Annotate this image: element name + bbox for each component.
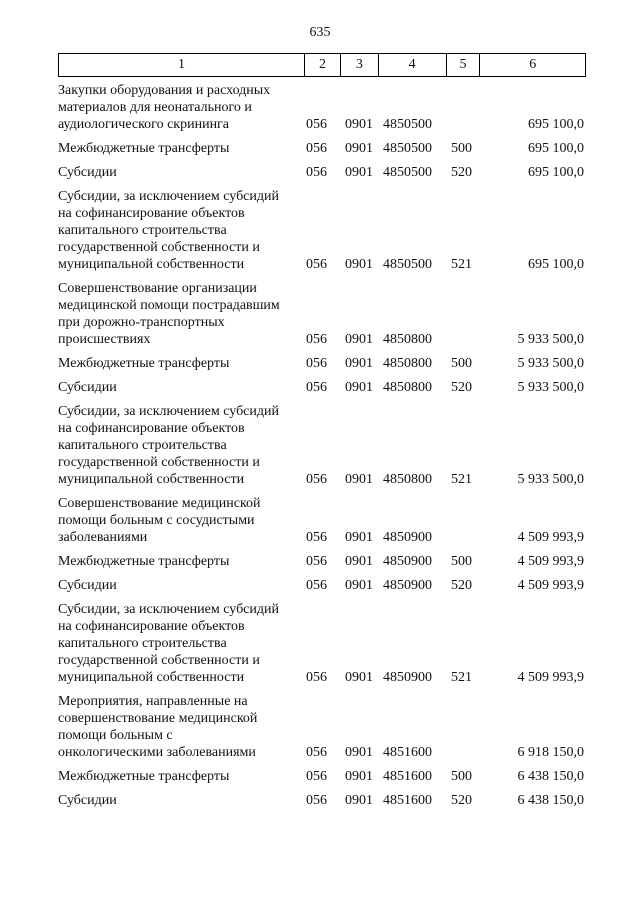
section-code: 0901 xyxy=(345,472,373,487)
row-name-line: на софинансирование объектов xyxy=(58,206,245,221)
row-name-line: Межбюджетные трансферты xyxy=(58,141,230,156)
sum-value: 6 438 150,0 xyxy=(517,769,584,784)
table-row xyxy=(58,82,586,133)
admin-code: 056 xyxy=(306,554,327,569)
row-name-line: совершенствование медицинской xyxy=(58,711,258,726)
row-name-line: помощи больным с xyxy=(58,728,173,743)
row-name-line: онкологическими заболеваниями xyxy=(58,745,256,760)
section-code: 0901 xyxy=(345,117,373,132)
row-name xyxy=(58,280,302,348)
admin-code: 056 xyxy=(306,117,327,132)
article-code: 4850800 xyxy=(383,356,432,371)
row-name-line: государственной собственности и xyxy=(58,653,260,668)
row-name xyxy=(58,553,302,570)
section-code: 0901 xyxy=(345,578,373,593)
row-name xyxy=(58,379,302,396)
header-col-3: 3 xyxy=(340,54,378,76)
table-header xyxy=(58,53,586,77)
article-code: 4850800 xyxy=(383,472,432,487)
row-name xyxy=(58,768,302,785)
article-code: 4850900 xyxy=(383,578,432,593)
section-code: 0901 xyxy=(345,141,373,156)
row-name-line: муниципальной собственности xyxy=(58,670,245,685)
row-name-line: Совершенствование организации xyxy=(58,281,257,296)
section-code: 0901 xyxy=(345,165,373,180)
section-code: 0901 xyxy=(345,554,373,569)
row-name-line: Субсидии, за исключением субсидий xyxy=(58,189,279,204)
row-name xyxy=(58,140,302,157)
row-name-line: Субсидии xyxy=(58,165,117,180)
table-row xyxy=(58,693,586,761)
sum-value: 5 933 500,0 xyxy=(517,472,584,487)
admin-code: 056 xyxy=(306,472,327,487)
admin-code: 056 xyxy=(306,745,327,760)
expense-type-code: 520 xyxy=(451,165,472,180)
article-code: 4850900 xyxy=(383,670,432,685)
sum-value: 4 509 993,9 xyxy=(517,530,584,545)
table-row xyxy=(58,792,586,809)
sum-value: 6 438 150,0 xyxy=(517,793,584,808)
row-name-line: на софинансирование объектов xyxy=(58,421,245,436)
row-name-line: происшествиях xyxy=(58,332,151,347)
row-name-line: капитального строительства xyxy=(58,636,227,651)
table-row xyxy=(58,188,586,273)
row-name xyxy=(58,82,302,133)
section-code: 0901 xyxy=(345,332,373,347)
header-col-6: 6 xyxy=(479,54,585,76)
row-name xyxy=(58,792,302,809)
row-name-line: капитального строительства xyxy=(58,223,227,238)
sum-value: 695 100,0 xyxy=(528,257,584,272)
expense-type-code: 521 xyxy=(451,670,472,685)
row-name xyxy=(58,601,302,686)
sum-value: 4 509 993,9 xyxy=(517,578,584,593)
row-name-line: при дорожно-транспортных xyxy=(58,315,225,330)
row-name-line: заболеваниями xyxy=(58,530,148,545)
row-name-line: муниципальной собственности xyxy=(58,257,245,272)
expense-type-code: 500 xyxy=(451,356,472,371)
section-code: 0901 xyxy=(345,670,373,685)
expense-type-code: 520 xyxy=(451,793,472,808)
row-name-line: аудиологического скрининга xyxy=(58,117,230,132)
expense-type-code: 521 xyxy=(451,257,472,272)
article-code: 4851600 xyxy=(383,793,432,808)
table-row xyxy=(58,577,586,594)
row-name-line: Совершенствование медицинской xyxy=(58,496,261,511)
article-code: 4851600 xyxy=(383,769,432,784)
expense-type-code: 500 xyxy=(451,554,472,569)
expense-type-code: 520 xyxy=(451,380,472,395)
table-row xyxy=(58,768,586,785)
admin-code: 056 xyxy=(306,165,327,180)
article-code: 4850900 xyxy=(383,530,432,545)
admin-code: 056 xyxy=(306,332,327,347)
row-name xyxy=(58,164,302,181)
table-row xyxy=(58,355,586,372)
row-name xyxy=(58,693,302,761)
row-name-line: Субсидии xyxy=(58,578,117,593)
expense-type-code: 500 xyxy=(451,141,472,156)
article-code: 4850500 xyxy=(383,257,432,272)
admin-code: 056 xyxy=(306,793,327,808)
row-name xyxy=(58,403,302,488)
row-name-line: Субсидии xyxy=(58,793,117,808)
section-code: 0901 xyxy=(345,380,373,395)
table-row xyxy=(58,164,586,181)
row-name-line: муниципальной собственности xyxy=(58,472,245,487)
row-name-line: материалов для неонатального и xyxy=(58,100,252,115)
row-name-line: государственной собственности и xyxy=(58,455,260,470)
article-code: 4850900 xyxy=(383,554,432,569)
header-col-4: 4 xyxy=(378,54,446,76)
sum-value: 695 100,0 xyxy=(528,117,584,132)
article-code: 4851600 xyxy=(383,745,432,760)
section-code: 0901 xyxy=(345,356,373,371)
sum-value: 5 933 500,0 xyxy=(517,356,584,371)
admin-code: 056 xyxy=(306,380,327,395)
expense-type-code: 500 xyxy=(451,769,472,784)
article-code: 4850800 xyxy=(383,332,432,347)
sum-value: 695 100,0 xyxy=(528,141,584,156)
sum-value: 4 509 993,9 xyxy=(517,670,584,685)
row-name-line: на софинансирование объектов xyxy=(58,619,245,634)
sum-value: 5 933 500,0 xyxy=(517,332,584,347)
section-code: 0901 xyxy=(345,769,373,784)
row-name xyxy=(58,577,302,594)
table-row xyxy=(58,280,586,348)
row-name-line: Межбюджетные трансферты xyxy=(58,356,230,371)
article-code: 4850500 xyxy=(383,117,432,132)
row-name-line: Субсидии, за исключением субсидий xyxy=(58,602,279,617)
row-name xyxy=(58,495,302,546)
row-name-line: помощи больным с сосудистыми xyxy=(58,513,255,528)
header-col-1: 1 xyxy=(178,57,186,72)
admin-code: 056 xyxy=(306,356,327,371)
row-name-line: Межбюджетные трансферты xyxy=(58,554,230,569)
sum-value: 4 509 993,9 xyxy=(517,554,584,569)
article-code: 4850500 xyxy=(383,141,432,156)
row-name-line: Субсидии, за исключением субсидий xyxy=(58,404,279,419)
row-name-line: государственной собственности и xyxy=(58,240,260,255)
admin-code: 056 xyxy=(306,530,327,545)
expense-type-code: 520 xyxy=(451,578,472,593)
sum-value: 6 918 150,0 xyxy=(517,745,584,760)
admin-code: 056 xyxy=(306,578,327,593)
admin-code: 056 xyxy=(306,769,327,784)
table-row xyxy=(58,140,586,157)
section-code: 0901 xyxy=(345,745,373,760)
table-row xyxy=(58,495,586,546)
header-col-2: 2 xyxy=(304,54,340,76)
row-name xyxy=(58,355,302,372)
section-code: 0901 xyxy=(345,793,373,808)
section-code: 0901 xyxy=(345,530,373,545)
table-row xyxy=(58,379,586,396)
article-code: 4850500 xyxy=(383,165,432,180)
expense-type-code: 521 xyxy=(451,472,472,487)
admin-code: 056 xyxy=(306,141,327,156)
row-name-line: Закупки оборудования и расходных xyxy=(58,83,271,98)
sum-value: 5 933 500,0 xyxy=(517,380,584,395)
article-code: 4850800 xyxy=(383,380,432,395)
row-name xyxy=(58,188,302,273)
section-code: 0901 xyxy=(345,257,373,272)
row-name-line: медицинской помощи пострадавшим xyxy=(58,298,280,313)
page-number: 635 xyxy=(309,25,331,40)
row-name-line: капитального строительства xyxy=(58,438,227,453)
table-row xyxy=(58,403,586,488)
admin-code: 056 xyxy=(306,257,327,272)
admin-code: 056 xyxy=(306,670,327,685)
row-name-line: Субсидии xyxy=(58,380,117,395)
header-col-5: 5 xyxy=(446,54,480,76)
row-name-line: Мероприятия, направленные на xyxy=(58,694,248,709)
row-name-line: Межбюджетные трансферты xyxy=(58,769,230,784)
sum-value: 695 100,0 xyxy=(528,165,584,180)
table-row xyxy=(58,553,586,570)
table-row xyxy=(58,601,586,686)
